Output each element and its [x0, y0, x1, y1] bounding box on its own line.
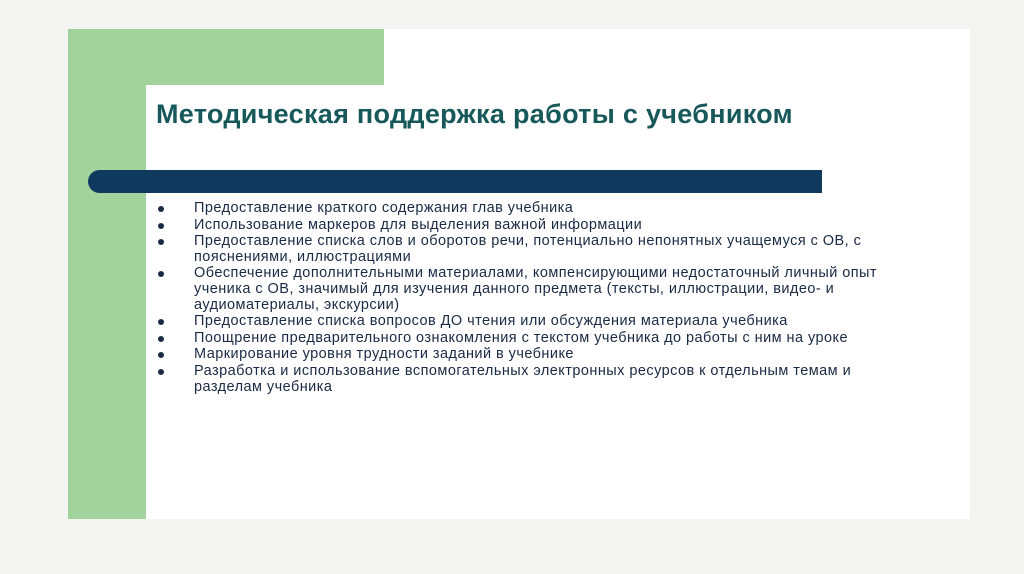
bullet-list: [156, 201, 896, 396]
bullet-text: Предоставление списка вопросов ДО чтения или обсуждения материала учебника: [194, 313, 788, 330]
bullet-item: [156, 314, 896, 330]
slide: [68, 29, 970, 519]
bullet-item: [156, 331, 896, 347]
bullet-item: [156, 201, 896, 217]
bullet-text: Предоставление краткого содержания глав учебника: [194, 200, 574, 216]
bullet-dot-icon: [158, 223, 164, 229]
bullet-dot-icon: [158, 239, 164, 245]
bullet-text: Использование маркеров для выделения важной информации: [194, 216, 643, 233]
bullet-text: Разработка и использование вспомогательных электронных ресурсов к отдельным темам и разделам учебника: [194, 362, 852, 395]
bullet-text: Поощрение предварительного ознакомления с текстом учебника до работы с ним на уроке: [194, 329, 849, 346]
bullet-text: Предоставление списка слов и оборотов речи, потенциально непонятных учащемуся с ОВ, с пояснениями, иллюстрациями: [194, 233, 862, 265]
bullet-dot-icon: [158, 319, 164, 325]
bullet-item: [156, 364, 896, 395]
bullet-dot-icon: [158, 352, 164, 358]
decorative-green-left-stripe: [68, 29, 146, 519]
slide-title: Методическая поддержка работы с учебником: [156, 99, 793, 129]
bullet-item: [156, 347, 896, 363]
bullet-dot-icon: [158, 271, 164, 277]
bullet-text: Обеспечение дополнительными материалами, компенсирующими недостаточный личный опыт ученика с ОВ, значимый для изучения данного предмета (тексты, иллюстрации, видео- и аудиоматериалы, экскурсии): [194, 265, 878, 313]
bullet-dot-icon: [158, 336, 164, 342]
bullet-item: [156, 234, 896, 265]
bullet-dot-icon: [158, 369, 164, 375]
bullet-item: [156, 218, 896, 234]
bullet-item: [156, 266, 896, 313]
title-divider-bar: [88, 170, 822, 193]
bullet-dot-icon: [158, 206, 164, 212]
bullet-text: Маркирование уровня трудности заданий в учебнике: [194, 346, 574, 363]
